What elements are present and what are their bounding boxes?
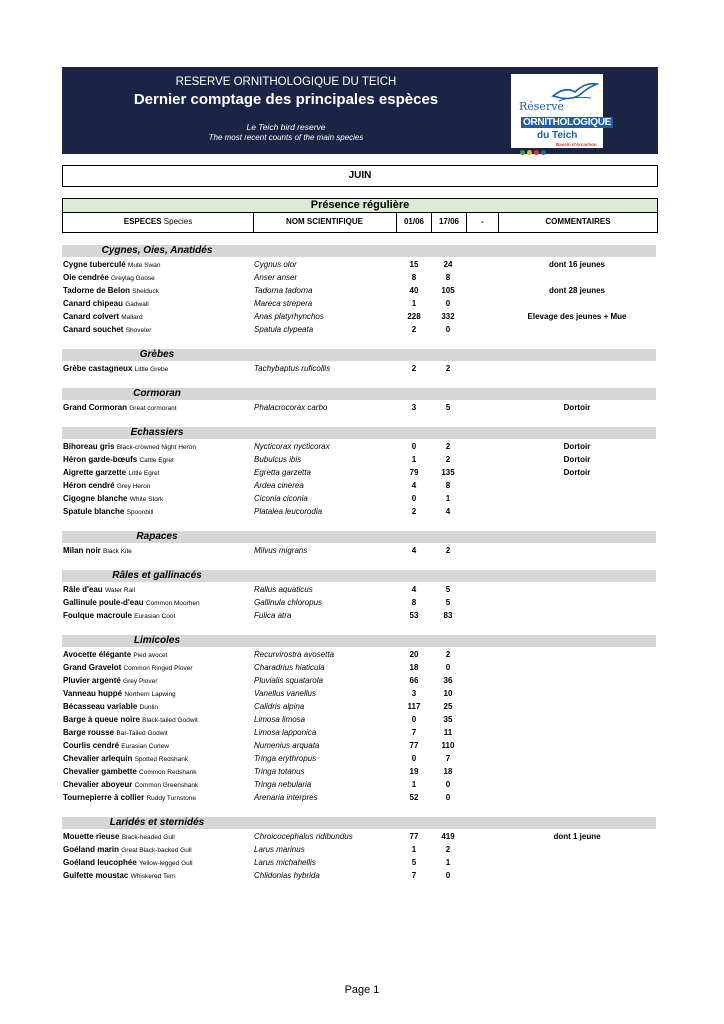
table-row xyxy=(62,402,656,415)
count-date2: 2 xyxy=(445,442,451,451)
species-name-fr: Cigogne blanche xyxy=(63,494,128,503)
count-date1: 18 xyxy=(409,663,419,672)
species-name xyxy=(63,546,132,555)
species-name xyxy=(63,260,160,269)
species-name-fr: Bécasseau variable xyxy=(63,702,138,711)
scientific-name: Mareca strepera xyxy=(254,299,313,308)
species-name-en: Common Redshank xyxy=(139,769,197,776)
species-name-fr: Tadorne de Belon xyxy=(63,286,130,295)
species-name-en: Grey Heron xyxy=(116,483,151,490)
count-date1: 1 xyxy=(411,845,417,854)
species-name-fr: Avocette élégante xyxy=(63,650,132,659)
species-name-en: Common Moorhen xyxy=(145,600,200,607)
section-header xyxy=(62,427,656,439)
table-row xyxy=(62,662,656,675)
table-row xyxy=(62,298,656,311)
species-name-fr: Pluvier argenté xyxy=(63,676,121,685)
species-name-fr: Gallinule poule-d'eau xyxy=(63,598,144,607)
scientific-name: Tachybaptus ruficollis xyxy=(254,364,331,373)
column-date2: 17/06 xyxy=(432,212,467,232)
species-name xyxy=(63,286,159,295)
count-date1: 3 xyxy=(411,403,417,412)
species-name xyxy=(63,689,176,698)
logo-text-ornithologique: ORNITHOLOGIQUE xyxy=(523,117,612,128)
subtitle-en-2: The most recent counts of the main species xyxy=(208,133,364,142)
count-date2: 0 xyxy=(445,299,451,308)
species-name-fr: Héron garde-bœufs xyxy=(63,455,138,464)
species-name-en: Gadwall xyxy=(125,301,149,308)
species-name xyxy=(63,676,157,685)
section-title: Cygnes, Oies, Anatidés xyxy=(101,245,213,256)
species-name-en: Spotted Redshank xyxy=(134,756,189,763)
species-name-en: Great cormorant xyxy=(129,405,177,412)
count-date1: 66 xyxy=(409,676,419,685)
section-title: Limicoles xyxy=(133,635,181,646)
species-name xyxy=(63,780,198,789)
species-name-en: Whiskered Tern xyxy=(130,873,176,880)
column-scientific: NOM SCIENTIFIQUE xyxy=(253,212,397,232)
count-date2: 2 xyxy=(445,845,451,854)
table-row xyxy=(62,545,656,558)
species-name xyxy=(63,728,168,737)
count-date2: 1 xyxy=(445,494,451,503)
species-name-en: Water Rail xyxy=(104,587,136,594)
scientific-name: Chroicocephalus ridibundus xyxy=(254,832,353,841)
species-name-en: Yellow-legged Gull xyxy=(139,860,193,867)
count-date1: 20 xyxy=(409,650,419,659)
table-row xyxy=(62,844,656,857)
section-header xyxy=(62,531,656,543)
species-name xyxy=(63,598,200,607)
scientific-name: Numenius arquata xyxy=(254,741,320,750)
count-date2: 25 xyxy=(443,702,453,711)
table-row xyxy=(62,766,656,779)
count-date2: 83 xyxy=(443,611,453,620)
species-name-fr: Tournepierre à collier xyxy=(63,793,145,802)
table-row xyxy=(62,363,656,376)
reserve-name: RESERVE ORNITHOLOGIQUE DU TEICH xyxy=(175,76,397,88)
species-name-fr: Mouette rieuse xyxy=(63,832,120,841)
species-name-fr: Grand Gravelot xyxy=(63,663,122,672)
count-date2: 5 xyxy=(445,403,451,412)
species-name xyxy=(63,650,167,659)
count-date1: 0 xyxy=(411,494,417,503)
count-date1: 4 xyxy=(411,585,417,594)
count-date2: 2 xyxy=(445,546,451,555)
species-name xyxy=(63,754,188,763)
table-row xyxy=(62,272,656,285)
table-row xyxy=(62,727,656,740)
scientific-name: Recurvirostra avosetta xyxy=(254,650,335,659)
species-name-fr: Héron cendré xyxy=(63,481,115,490)
species-name xyxy=(63,832,175,841)
section-header xyxy=(62,388,656,400)
species-name-fr: Chevalier gambette xyxy=(63,767,137,776)
comment: Dortoir xyxy=(563,403,591,412)
species-name-en: Shelduck xyxy=(132,288,159,295)
count-date1: 8 xyxy=(411,273,417,282)
species-name-fr: Bihoreau gris xyxy=(63,442,115,451)
species-name xyxy=(63,702,158,711)
species-name xyxy=(63,442,196,451)
species-name-en: Shoveler xyxy=(125,327,152,334)
count-date2: 18 xyxy=(443,767,453,776)
table-row xyxy=(62,467,656,480)
count-date1: 15 xyxy=(409,260,419,269)
species-name-en: Grey Plover xyxy=(123,678,158,685)
section-header xyxy=(62,635,656,647)
table-row xyxy=(62,259,656,272)
count-date1: 7 xyxy=(411,871,417,880)
table-row xyxy=(62,831,656,844)
species-name-en: Black-tailed Godwit xyxy=(142,717,198,724)
species-name xyxy=(63,507,153,516)
count-date2: 10 xyxy=(443,689,453,698)
comment: dont 28 jeunes xyxy=(548,286,605,295)
section-header xyxy=(62,570,656,582)
species-name xyxy=(63,455,174,464)
logo-dots xyxy=(520,142,550,147)
species-name-en: White Stork xyxy=(129,496,164,503)
count-date2: 105 xyxy=(441,286,455,295)
scientific-name: Anas platyrhynchos xyxy=(254,312,324,321)
count-date2: 8 xyxy=(445,481,451,490)
species-name-en: Great Black-backed Gull xyxy=(121,847,192,854)
table-row xyxy=(62,740,656,753)
scientific-name: Fulica atra xyxy=(254,611,292,620)
species-name-en: Common Greenshank xyxy=(134,782,199,789)
section-title: Rapaces xyxy=(136,531,178,542)
species-name-en: Mute Swan xyxy=(127,262,161,269)
column-date1: 01/06 xyxy=(397,212,432,232)
species-name-fr: Barge rousse xyxy=(63,728,115,737)
count-date1: 2 xyxy=(411,507,417,516)
count-date1: 2 xyxy=(411,325,417,334)
count-date1: 8 xyxy=(411,598,417,607)
report-header xyxy=(62,67,658,154)
scientific-name: Tadorna tadorna xyxy=(254,286,313,295)
comment: Dortoir xyxy=(563,442,591,451)
species-name xyxy=(63,364,168,373)
section-header xyxy=(62,349,656,361)
species-name-en: Little Grebe xyxy=(134,366,169,373)
scientific-name: Vanellus vanellus xyxy=(254,689,316,698)
species-name xyxy=(63,715,198,724)
count-date2: 11 xyxy=(443,728,453,737)
count-date1: 117 xyxy=(407,702,421,711)
species-name-en: Greylag Goose xyxy=(111,275,155,282)
species-name-en: Black-headed Gull xyxy=(121,834,175,841)
count-date2: 1 xyxy=(445,858,451,867)
count-date1: 7 xyxy=(411,728,417,737)
count-date1: 77 xyxy=(409,832,419,841)
section-header xyxy=(62,245,656,257)
section-title: Echassiers xyxy=(130,427,184,438)
count-date1: 40 xyxy=(409,286,419,295)
species-name-en: Bar-Tailed Godwit xyxy=(116,730,168,737)
logo-dot xyxy=(534,150,539,155)
table-row xyxy=(62,584,656,597)
scientific-name: Ciconia ciconia xyxy=(254,494,308,503)
species-name xyxy=(63,663,193,672)
species-name-fr: Goéland leucophée xyxy=(63,858,137,867)
table-row xyxy=(62,441,656,454)
logo-dot xyxy=(541,150,546,155)
count-date2: 24 xyxy=(443,260,453,269)
count-date1: 0 xyxy=(411,754,417,763)
count-date2: 110 xyxy=(441,741,455,750)
table-row xyxy=(62,311,656,324)
species-name-fr: Cygne tuberculé xyxy=(63,260,126,269)
table-row xyxy=(62,779,656,792)
species-name xyxy=(63,494,163,503)
table-row xyxy=(62,792,656,805)
scientific-name: Bubulcus ibis xyxy=(254,455,302,464)
count-date1: 53 xyxy=(409,611,419,620)
species-name-en: Northern Lapwing xyxy=(124,691,176,698)
count-date2: 7 xyxy=(445,754,451,763)
count-date2: 0 xyxy=(445,780,451,789)
month-label: JUIN xyxy=(62,165,658,187)
species-name-fr: Chevalier arlequin xyxy=(63,754,133,763)
species-name-en: Common Ringed Plover xyxy=(123,665,193,672)
column-date3: - xyxy=(467,212,499,232)
species-name-fr: Chevalier aboyeur xyxy=(63,780,133,789)
count-date2: 8 xyxy=(445,273,451,282)
count-date2: 135 xyxy=(441,468,455,477)
scientific-name: Ardea cinerea xyxy=(254,481,304,490)
species-name xyxy=(63,871,176,880)
count-date1: 79 xyxy=(409,468,419,477)
section-title: Grèbes xyxy=(139,349,175,360)
count-date2: 0 xyxy=(445,793,451,802)
count-date1: 1 xyxy=(411,780,417,789)
table-row xyxy=(62,493,656,506)
count-date2: 4 xyxy=(445,507,451,516)
species-name-fr: Canard colvert xyxy=(63,312,120,321)
table-row xyxy=(62,753,656,766)
species-name-fr: Canard chipeau xyxy=(63,299,124,308)
scientific-name: Tringa totanus xyxy=(254,767,305,776)
count-date2: 0 xyxy=(445,663,451,672)
count-date2: 36 xyxy=(443,676,453,685)
count-date1: 77 xyxy=(409,741,419,750)
scientific-name: Calidris alpina xyxy=(254,702,305,711)
species-name xyxy=(63,468,159,477)
species-name-en: Cattle Egret xyxy=(139,457,174,464)
species-name xyxy=(63,793,196,802)
comment: Dortoir xyxy=(563,455,591,464)
count-date2: 2 xyxy=(445,364,451,373)
species-name-en: Pied avocet xyxy=(133,652,168,659)
count-date1: 1 xyxy=(411,455,417,464)
table-row xyxy=(62,714,656,727)
column-species xyxy=(63,212,254,232)
comment: dont 1 jeune xyxy=(553,832,601,841)
table-row xyxy=(62,857,656,870)
species-name-fr: Vanneau huppé xyxy=(63,689,123,698)
species-name xyxy=(63,767,197,776)
count-date2: 2 xyxy=(445,455,451,464)
comment: dont 16 jeunes xyxy=(548,260,605,269)
scientific-name: Milvus migrans xyxy=(254,546,308,555)
scientific-name: Limosa limosa xyxy=(254,715,306,724)
species-name xyxy=(63,611,175,620)
logo-text-bassin: Bassin d'Arcachon xyxy=(556,142,597,147)
count-date1: 0 xyxy=(411,442,417,451)
species-name-en: Spoonbill xyxy=(126,509,154,516)
species-name-fr: Barge à queue noire xyxy=(63,715,140,724)
table-row xyxy=(62,285,656,298)
count-date1: 1 xyxy=(411,299,417,308)
scientific-name: Arenaria interpres xyxy=(254,793,318,802)
species-name-fr: Foulque macroule xyxy=(63,611,132,620)
table-row xyxy=(62,675,656,688)
scientific-name: Tringa nebularia xyxy=(254,780,312,789)
species-name-fr: Canard souchet xyxy=(63,325,124,334)
species-name-en: Mallard xyxy=(121,314,143,321)
species-name xyxy=(63,741,169,750)
scientific-name: Gallinula chloropus xyxy=(254,598,323,607)
count-date1: 0 xyxy=(411,715,417,724)
count-date2: 35 xyxy=(443,715,453,724)
table-row xyxy=(62,870,656,883)
species-name xyxy=(63,403,177,412)
column-comments: COMMENTAIRES xyxy=(545,217,611,226)
species-name-en: Black Kite xyxy=(103,548,132,555)
species-name-en: Black-crowned Night Heron xyxy=(116,444,196,451)
species-name xyxy=(63,585,135,594)
count-date1: 52 xyxy=(409,793,419,802)
count-date2: 332 xyxy=(441,312,455,321)
scientific-name: Egretta garzetta xyxy=(254,468,311,477)
species-name-fr: Grand Cormoran xyxy=(63,403,128,412)
section-title: Râles et gallinacés xyxy=(112,570,202,581)
table-row xyxy=(62,324,656,337)
page-number: Page 1 xyxy=(344,984,380,996)
scientific-name: Phalacrocorax carbo xyxy=(254,403,328,412)
logo-text-du-teich: du Teich xyxy=(537,130,578,141)
species-name xyxy=(63,845,192,854)
table-row xyxy=(62,688,656,701)
scientific-name: Tringa erythropus xyxy=(254,754,317,763)
logo-dot xyxy=(520,150,525,155)
count-date1: 19 xyxy=(409,767,419,776)
table-row xyxy=(62,597,656,610)
species-name-en: Ruddy Turnstone xyxy=(146,795,196,802)
logo-dot xyxy=(527,150,532,155)
species-name xyxy=(63,299,149,308)
species-name xyxy=(63,858,193,867)
count-date2: 419 xyxy=(441,832,455,841)
count-date2: 5 xyxy=(445,598,451,607)
species-name-fr: Oie cendrée xyxy=(63,273,109,282)
reserve-logo xyxy=(511,74,612,148)
scientific-name: Pluvialis squatarola xyxy=(254,676,323,685)
table-row xyxy=(62,506,656,519)
table-row xyxy=(62,649,656,662)
scientific-name: Larus marinus xyxy=(254,845,305,854)
species-name xyxy=(63,325,151,334)
count-date1: 4 xyxy=(411,546,417,555)
scientific-name: Platalea leucorodia xyxy=(254,507,323,516)
section-title: Cormoran xyxy=(133,388,181,399)
logo-text-reserve: Réserve xyxy=(519,100,564,113)
scientific-name: Anser anser xyxy=(254,273,298,282)
species-name-fr: Goéland marin xyxy=(63,845,120,854)
scientific-name: Spatula clypeata xyxy=(254,325,314,334)
count-date1: 2 xyxy=(411,364,417,373)
species-name-fr: Râle d'eau xyxy=(63,585,103,594)
section-header xyxy=(62,817,656,829)
column-header-row xyxy=(62,212,658,233)
species-name-fr: Courlis cendré xyxy=(63,741,120,750)
comment: Elevage des jeunes + Mue xyxy=(527,312,627,321)
species-name-fr: Spatule blanche xyxy=(63,507,125,516)
scientific-name: Chlidonias hybrida xyxy=(254,871,320,880)
species-name-fr: Aigrette garzette xyxy=(63,468,127,477)
count-date2: 5 xyxy=(445,585,451,594)
scientific-name: Nycticorax nycticorax xyxy=(254,442,330,451)
count-date1: 5 xyxy=(411,858,417,867)
count-date1: 228 xyxy=(407,312,421,321)
section-title: Laridés et sternidés xyxy=(109,817,205,828)
species-name-en: Little Egret xyxy=(128,470,160,477)
table-row xyxy=(62,480,656,493)
scientific-name: Cygnus olor xyxy=(254,260,297,269)
scientific-name: Limosa lapponica xyxy=(254,728,317,737)
species-name-fr: Milan noir xyxy=(63,546,101,555)
species-name xyxy=(63,312,143,321)
species-name-en: Eurasian Curlew xyxy=(121,743,169,750)
count-date2: 2 xyxy=(445,650,451,659)
species-name-en: Eurasian Coot xyxy=(134,613,176,620)
comment: Dortoir xyxy=(563,468,591,477)
table-row xyxy=(62,454,656,467)
count-date1: 4 xyxy=(411,481,417,490)
count-date1: 3 xyxy=(411,689,417,698)
presence-title: Présence régulière xyxy=(62,198,658,213)
page-title: Dernier comptage des principales espèces xyxy=(133,91,439,108)
species-name xyxy=(63,273,155,282)
count-date2: 0 xyxy=(445,871,451,880)
species-name-fr: Guifette moustac xyxy=(63,871,129,880)
scientific-name: Larus michahellis xyxy=(254,858,316,867)
table-row xyxy=(62,701,656,714)
species-name-fr: Grèbe castagneux xyxy=(63,364,133,373)
subtitle-en: Le Teich bird reserve xyxy=(246,122,326,132)
scientific-name: Charadrius hiaticula xyxy=(254,663,325,672)
scientific-name: Rallus aquaticus xyxy=(254,585,313,594)
column-species-en: Species xyxy=(163,217,193,226)
species-name-en: Dunlin xyxy=(139,704,158,711)
column-species-fr: ESPECES xyxy=(123,217,162,226)
species-name xyxy=(63,481,150,490)
count-date2: 0 xyxy=(445,325,451,334)
table-row xyxy=(62,610,656,623)
